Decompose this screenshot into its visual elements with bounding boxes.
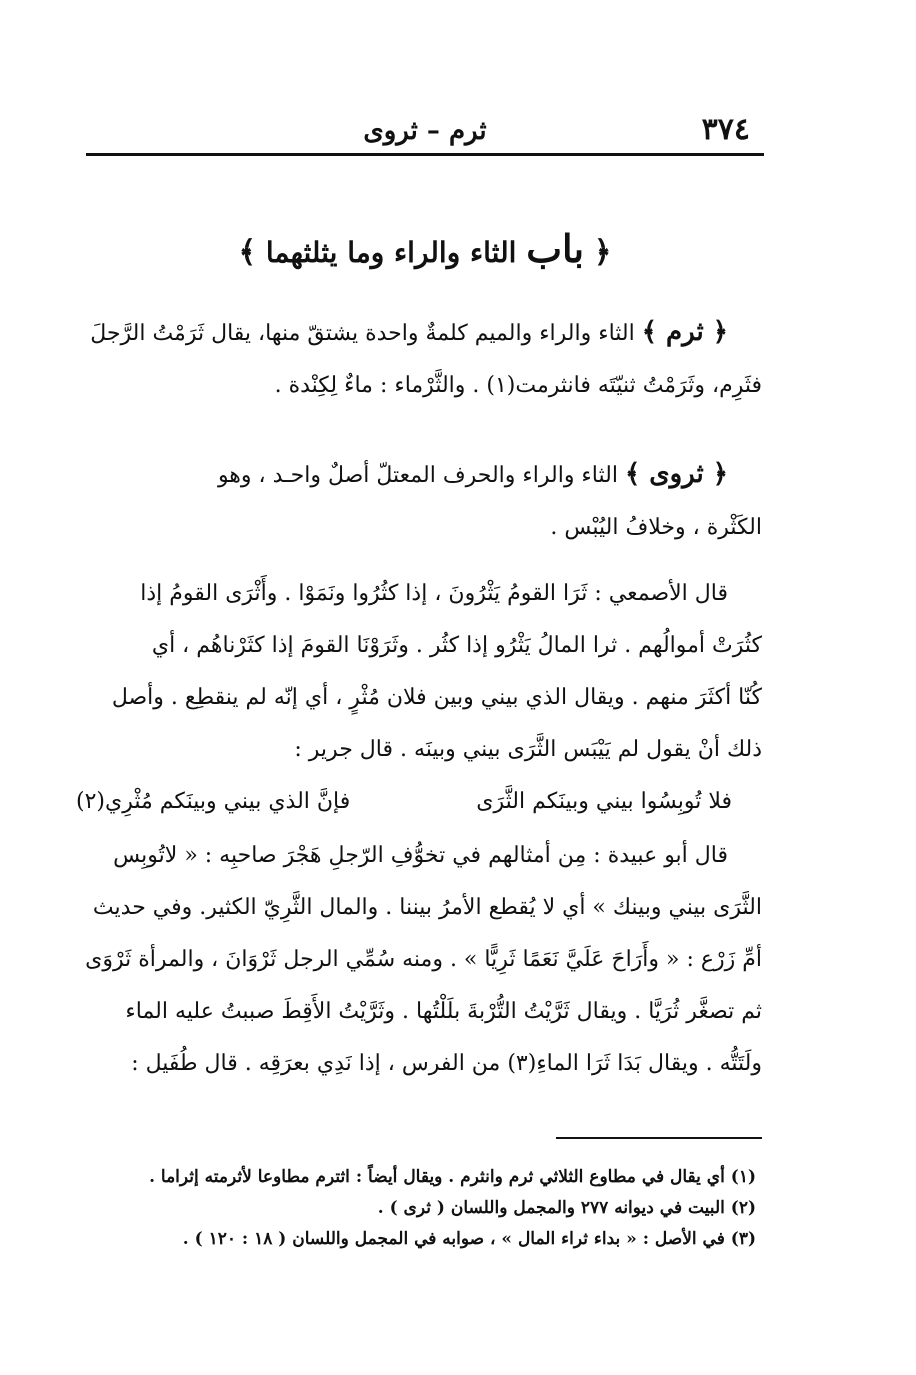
page-number: ٣٧٤ [701,112,750,147]
entry-text: الثاء والراء والميم كلمةٌ واحدة يشتقّ منها، يقال ثَرَمْتُ الرَّجلَ [90,321,635,346]
entry-text: الثاء والراء والحرف المعتلّ أصلٌ واحـد ، وهو [217,463,618,488]
text-line: قال أبو عبيدة : مِن أمثالهم في تخوُّفِ الرّجلِ هَجْرَ صاحبِه : « لاتُوبِس [113,843,728,868]
footnotes [76,1162,766,1255]
entry-headword: ﴿ ثروى ﴾ [624,459,728,489]
paragraph-abu-ubayda [76,830,762,1090]
poem-hemistich-1: فلا تُوبِسُوا بيني وبينَكم الثَّرَى [476,789,732,814]
text-line: كثُرَتْ أموالُهم . ثرا المالُ يَثْرُو إذا كثُر . وثَرَوْنَا القومَ إذا كثَرْناهُم ، أي [151,633,762,658]
text-line: الثَّرَى بيني وبينك » أي لا يُقطع الأمرُ بيننا . والمال الثَّرِيّ الكثير. وفي حديث [92,895,762,920]
text-line: ذلك أنْ يقول لم يَيْبَس الثَّرَى بيني وبينَه . قال جرير : [294,737,762,762]
paragraph-asmai [76,568,762,776]
entry-line [76,448,762,502]
text-line: أمِّ زَرْع : « وأَرَاحَ عَلَيَّ نَعَمًا ثَرِيًّا » . ومنه سُمِّي الرجل ثَرْوَانَ ، والمرأة ثَرْوَى [85,947,762,972]
footnote-1: (١) أي يقال في مطاوع الثلاثي ثرم وانثرم . ويقال أيضاً : اثترم مطاوعا لأثرمته إثراما . [149,1167,756,1187]
entry-headword: ﴿ ثرم ﴾ [641,317,728,347]
running-title: ثرم – ثروى [363,116,487,146]
header-rule [86,153,764,156]
text-line: ثم تصغَّر ثُرَيَّا . ويقال ثَرَّيْتُ التُّرْبةَ بلَلْتُها . وثَرَّيْتُ الأَقِطَ صببتُ عليه الماء [125,999,762,1024]
entry-line: الكَثْرة ، وخلافُ اليُبْس . [550,515,762,540]
poem-hemistich-2: فإنَّ الذي بيني وبينَكم مُثْرِي(٢) [76,789,351,814]
footnote-3: (٣) في الأصل : « بداء ثراء المال » ، صوابه في المجمل واللسان ( ١٨ : ١٢٠ ) . [182,1229,756,1249]
text-line: ولَتَتُّه . ويقال بَدَا ثَرَا الماءِ(٣) من الفرس ، إذا نَدِي بعرَقِه . قال طُفَيل : [131,1051,762,1076]
entry-line: فثَرِم، وثَرَمْتُ ثنيّتَه فانثرمت(١) . والثَّرْماء : ماءٌ لِكِنْدة . [274,373,762,398]
page-header [86,112,764,152]
text-line: قال الأصمعي : ثَرَا القومُ يَثْرُونَ ، إذا كثُرُوا ونَمَوْا . وأَثْرَى القومُ إذا [140,581,728,606]
chapter-open-bracket: ﴿ [593,235,612,270]
chapter-keyword: باب [526,226,585,271]
footnote-rule [556,1137,762,1139]
chapter-close-bracket: ﴾ [238,235,257,270]
entry-tharam [76,306,762,412]
entry-line [76,306,762,360]
poem-verse [76,776,762,828]
poem-line [76,776,762,828]
chapter-title-text: الثاء والراء وما يثلثهما [265,236,517,269]
footnote-2: (٢) البيت في ديوانه ٢٧٧ والمجمل واللسان ( ثرى ) . [377,1198,756,1218]
text-line: كُنّا أكثَرَ منهم . ويقال الذي بيني وبين فلان مُثْرٍ ، أي إنّه لم ينقطِع . وأصل [111,685,762,710]
chapter-title [86,226,764,271]
entry-tharwa [76,448,762,554]
